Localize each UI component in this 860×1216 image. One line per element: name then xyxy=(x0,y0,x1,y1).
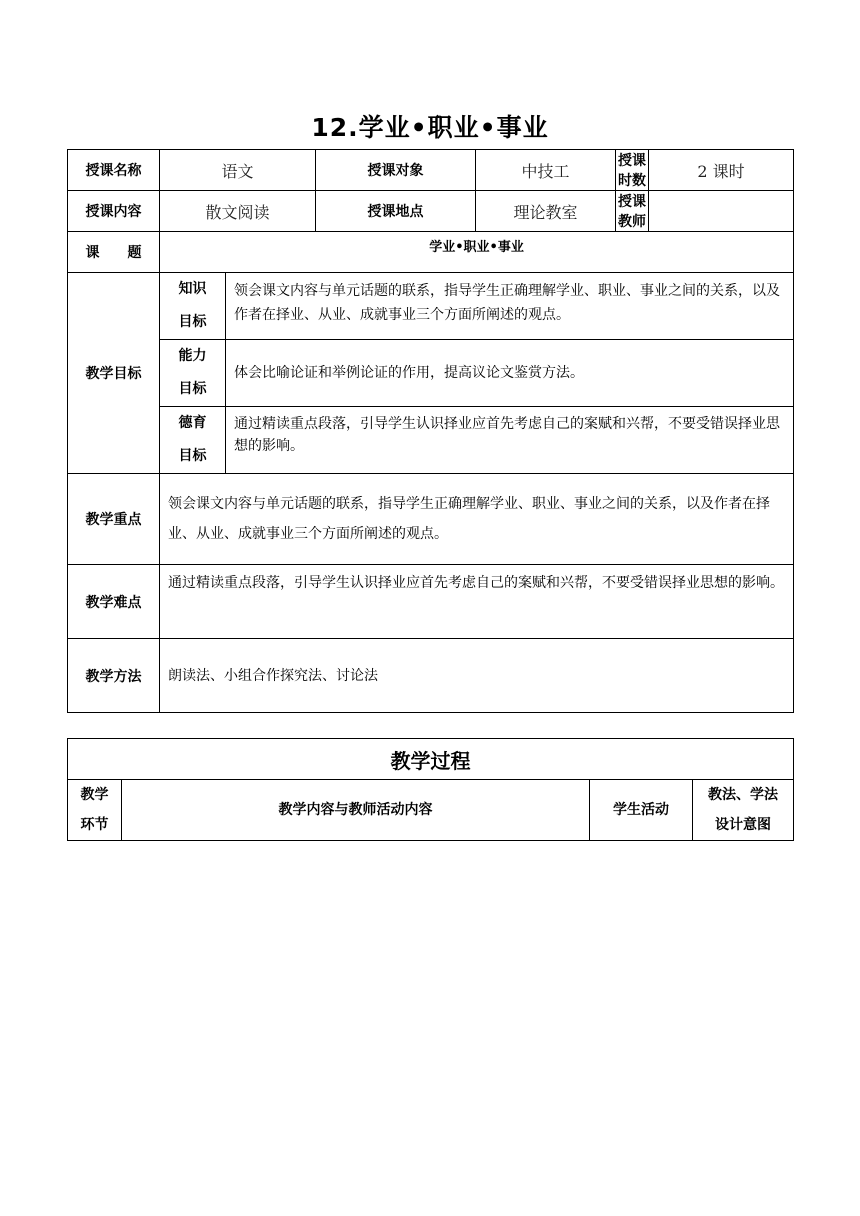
content-value: 散文阅读 xyxy=(160,191,316,232)
process-header-row xyxy=(68,780,794,841)
process-stage-header: 教学 环节 xyxy=(68,780,122,841)
objectives-label: 教学目标 xyxy=(68,273,160,474)
process-title: 教学过程 xyxy=(68,739,794,780)
teacher-value xyxy=(649,191,794,232)
topic-label: 课 题 xyxy=(68,232,160,273)
hours-label: 授课时数 xyxy=(616,150,649,191)
info-row-1 xyxy=(68,150,794,191)
content-label: 授课内容 xyxy=(68,191,160,232)
objective-row-moral xyxy=(68,407,794,474)
page-title: 12.学业•职业•事业 xyxy=(311,113,549,142)
objective-ability-label: 能力 目标 xyxy=(160,340,226,407)
info-row-2 xyxy=(68,191,794,232)
teaching-process-table xyxy=(67,738,794,841)
objective-row-ability xyxy=(68,340,794,407)
process-content-header: 教学内容与教师活动内容 xyxy=(122,780,590,841)
course-name-value: 语文 xyxy=(160,150,316,191)
key-points-label: 教学重点 xyxy=(68,474,160,565)
objective-row-knowledge xyxy=(68,273,794,340)
topic-row xyxy=(68,232,794,273)
objective-knowledge-text: 领会课文内容与单元话题的联系，指导学生正确理解学业、职业、事业之间的关系，以及作者在择业、从业、成就事业三个方面所阐述的观点。 xyxy=(226,273,794,340)
audience-label: 授课对象 xyxy=(316,150,476,191)
objective-moral-text: 通过精读重点段落，引导学生认识择业应首先考虑自己的案赋和兴帮，不要受错误择业思想的影响。 xyxy=(226,407,794,474)
hours-value: 2 课时 xyxy=(649,150,794,191)
objective-moral-label: 德育 目标 xyxy=(160,407,226,474)
process-method-header: 教法、学法 设计意图 xyxy=(693,780,794,841)
difficulties-row xyxy=(68,565,794,639)
course-name-label: 授课名称 xyxy=(68,150,160,191)
methods-row xyxy=(68,639,794,713)
difficulties-text: 通过精读重点段落，引导学生认识择业应首先考虑自己的案赋和兴帮，不要受错误择业思想的影响。 xyxy=(160,565,794,639)
place-value: 理论教室 xyxy=(476,191,616,232)
lesson-info-table xyxy=(67,149,794,713)
process-student-header: 学生活动 xyxy=(590,780,693,841)
objective-knowledge-label: 知识 目标 xyxy=(160,273,226,340)
place-label: 授课地点 xyxy=(316,191,476,232)
key-points-text: 领会课文内容与单元话题的联系，指导学生正确理解学业、职业、事业之间的关系，以及作者在择业、从业、成就事业三个方面所阐述的观点。 xyxy=(160,474,794,565)
audience-value: 中技工 xyxy=(476,150,616,191)
methods-label: 教学方法 xyxy=(68,639,160,713)
topic-value: 学业•职业•事业 xyxy=(160,232,794,273)
teacher-label: 授课教师 xyxy=(616,191,649,232)
methods-text: 朗读法、小组合作探究法、讨论法 xyxy=(160,639,794,713)
key-points-row xyxy=(68,474,794,565)
process-title-row xyxy=(68,739,794,780)
difficulties-label: 教学难点 xyxy=(68,565,160,639)
objective-ability-text: 体会比喻论证和举例论证的作用，提高议论文鉴赏方法。 xyxy=(226,340,794,407)
